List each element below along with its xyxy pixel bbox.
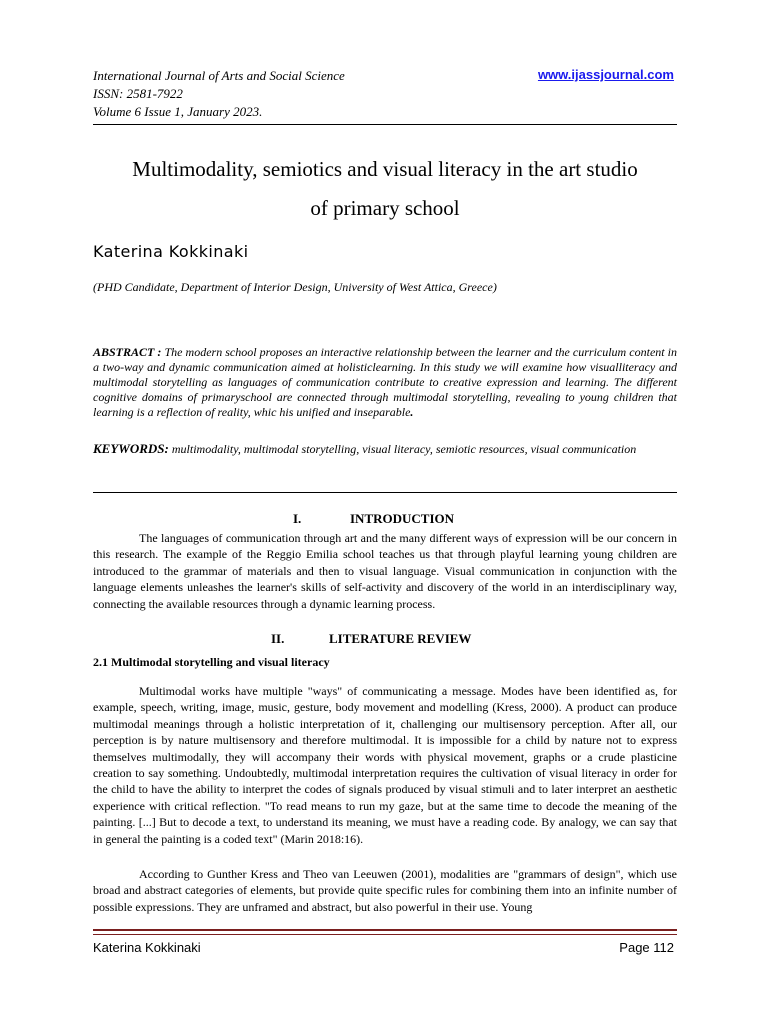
literature-paragraph-1 [93, 683, 677, 847]
author-name: Katerina Kokkinaki [93, 242, 249, 261]
footer-author: Katerina Kokkinaki [93, 940, 201, 955]
section-number: II. [271, 631, 285, 646]
abstract-label: ABSTRACT : [93, 345, 162, 359]
journal-name: International Journal of Arts and Social Science [93, 68, 345, 83]
paragraph-text: Multimodal works have multiple "ways" of communicating a message. Modes have been identified as, for example, speech, writing, image, music, gesture, body movement and modelling (Kress, 2000). A product can produce multimodal meanings through a holistic interpretation of it, challenging our multisensory perception. After all, our perception is by nature multisensory and therefore multimodal. It is impossible for a child by nature not to express themselves multimodally, they will accompany their words with physical movement, graphs or a crude plasticine creation to say something. Undoubtedly, multimodal interpretation requires the cultivation of visual literacy in order for the child to have the ability to interpret the codes of signals produced by visual stimuli and to later interpret an aesthetic experience with critical reflection. "To read means to run my gaze, but at the same time to decode the meaning of the painting. [...] But to decode a text, to understand its meaning, we must have a reading code. By analogy, we can say that in general the painting is a coded text" (Marin 2018:16). [93, 684, 677, 846]
title-line-2: of primary school [310, 196, 460, 220]
keywords-label: KEYWORDS: [93, 441, 169, 456]
abstract-divider [93, 492, 677, 493]
literature-paragraph-2 [93, 866, 677, 915]
section-title: LITERATURE REVIEW [329, 631, 472, 646]
introduction-paragraph [93, 530, 677, 612]
issn: ISSN: 2581-7922 [93, 86, 183, 101]
author-affiliation: (PHD Candidate, Department of Interior Design, University of West Attica, Greece) [93, 280, 497, 294]
volume-issue: Volume 6 Issue 1, January 2023. [93, 104, 263, 119]
header-divider [93, 124, 677, 125]
page-number: Page 112 [619, 940, 674, 955]
title-line-1: Multimodality, semiotics and visual literacy in the art studio [132, 157, 638, 181]
journal-header [93, 67, 345, 121]
section-title: INTRODUCTION [350, 511, 455, 526]
subsection-heading: 2.1 Multimodal storytelling and visual literacy [93, 655, 330, 669]
abstract [93, 345, 677, 420]
journal-website-link[interactable]: www.ijassjournal.com [537, 67, 674, 82]
footer-rule-thick [93, 929, 677, 931]
keywords [93, 441, 677, 457]
article-title [93, 150, 677, 228]
section-number: I. [293, 511, 302, 526]
abstract-text: The modern school proposes an interactive relationship between the learner and the curriculum content in a two-way and dynamic communication aimed at holisticlearning. In this study we will examine how visualliteracy and multimodal storytelling as languages of communication contribute to creative expression and learning. The different cognitive domains of primaryschool are connected through multimodal storytelling, revealing to young children that learning is a reflection of reality, whic his unified and inseparable [93, 345, 677, 419]
keywords-text: multimodality, multimodal storytelling, visual literacy, semiotic resources, visual communication [171, 442, 637, 456]
paragraph-text: According to Gunther Kress and Theo van Leeuwen (2001), modalities are "grammars of design", which use broad and abstract categories of elements, but provide quite specific rules for combining them into an infinite number of possible expressions. They are unframed and abstract, but also powerful in their use. Young [93, 867, 677, 914]
abstract-end: . [410, 405, 414, 419]
footer-rule-thin [93, 934, 677, 935]
paragraph-text: The languages of communication through art and the many different ways of expression will be our concern in this research. The example of the Reggio Emilia school teaches us that through playful learning young children are introduced to the grammar of materials and then to visual language. Visual communication in conjunction with the language elements unleashes the learner's skills of self-activity and discovery of the world in an interdisciplinary way, connecting the available resources through a dynamic learning process. [93, 531, 677, 611]
